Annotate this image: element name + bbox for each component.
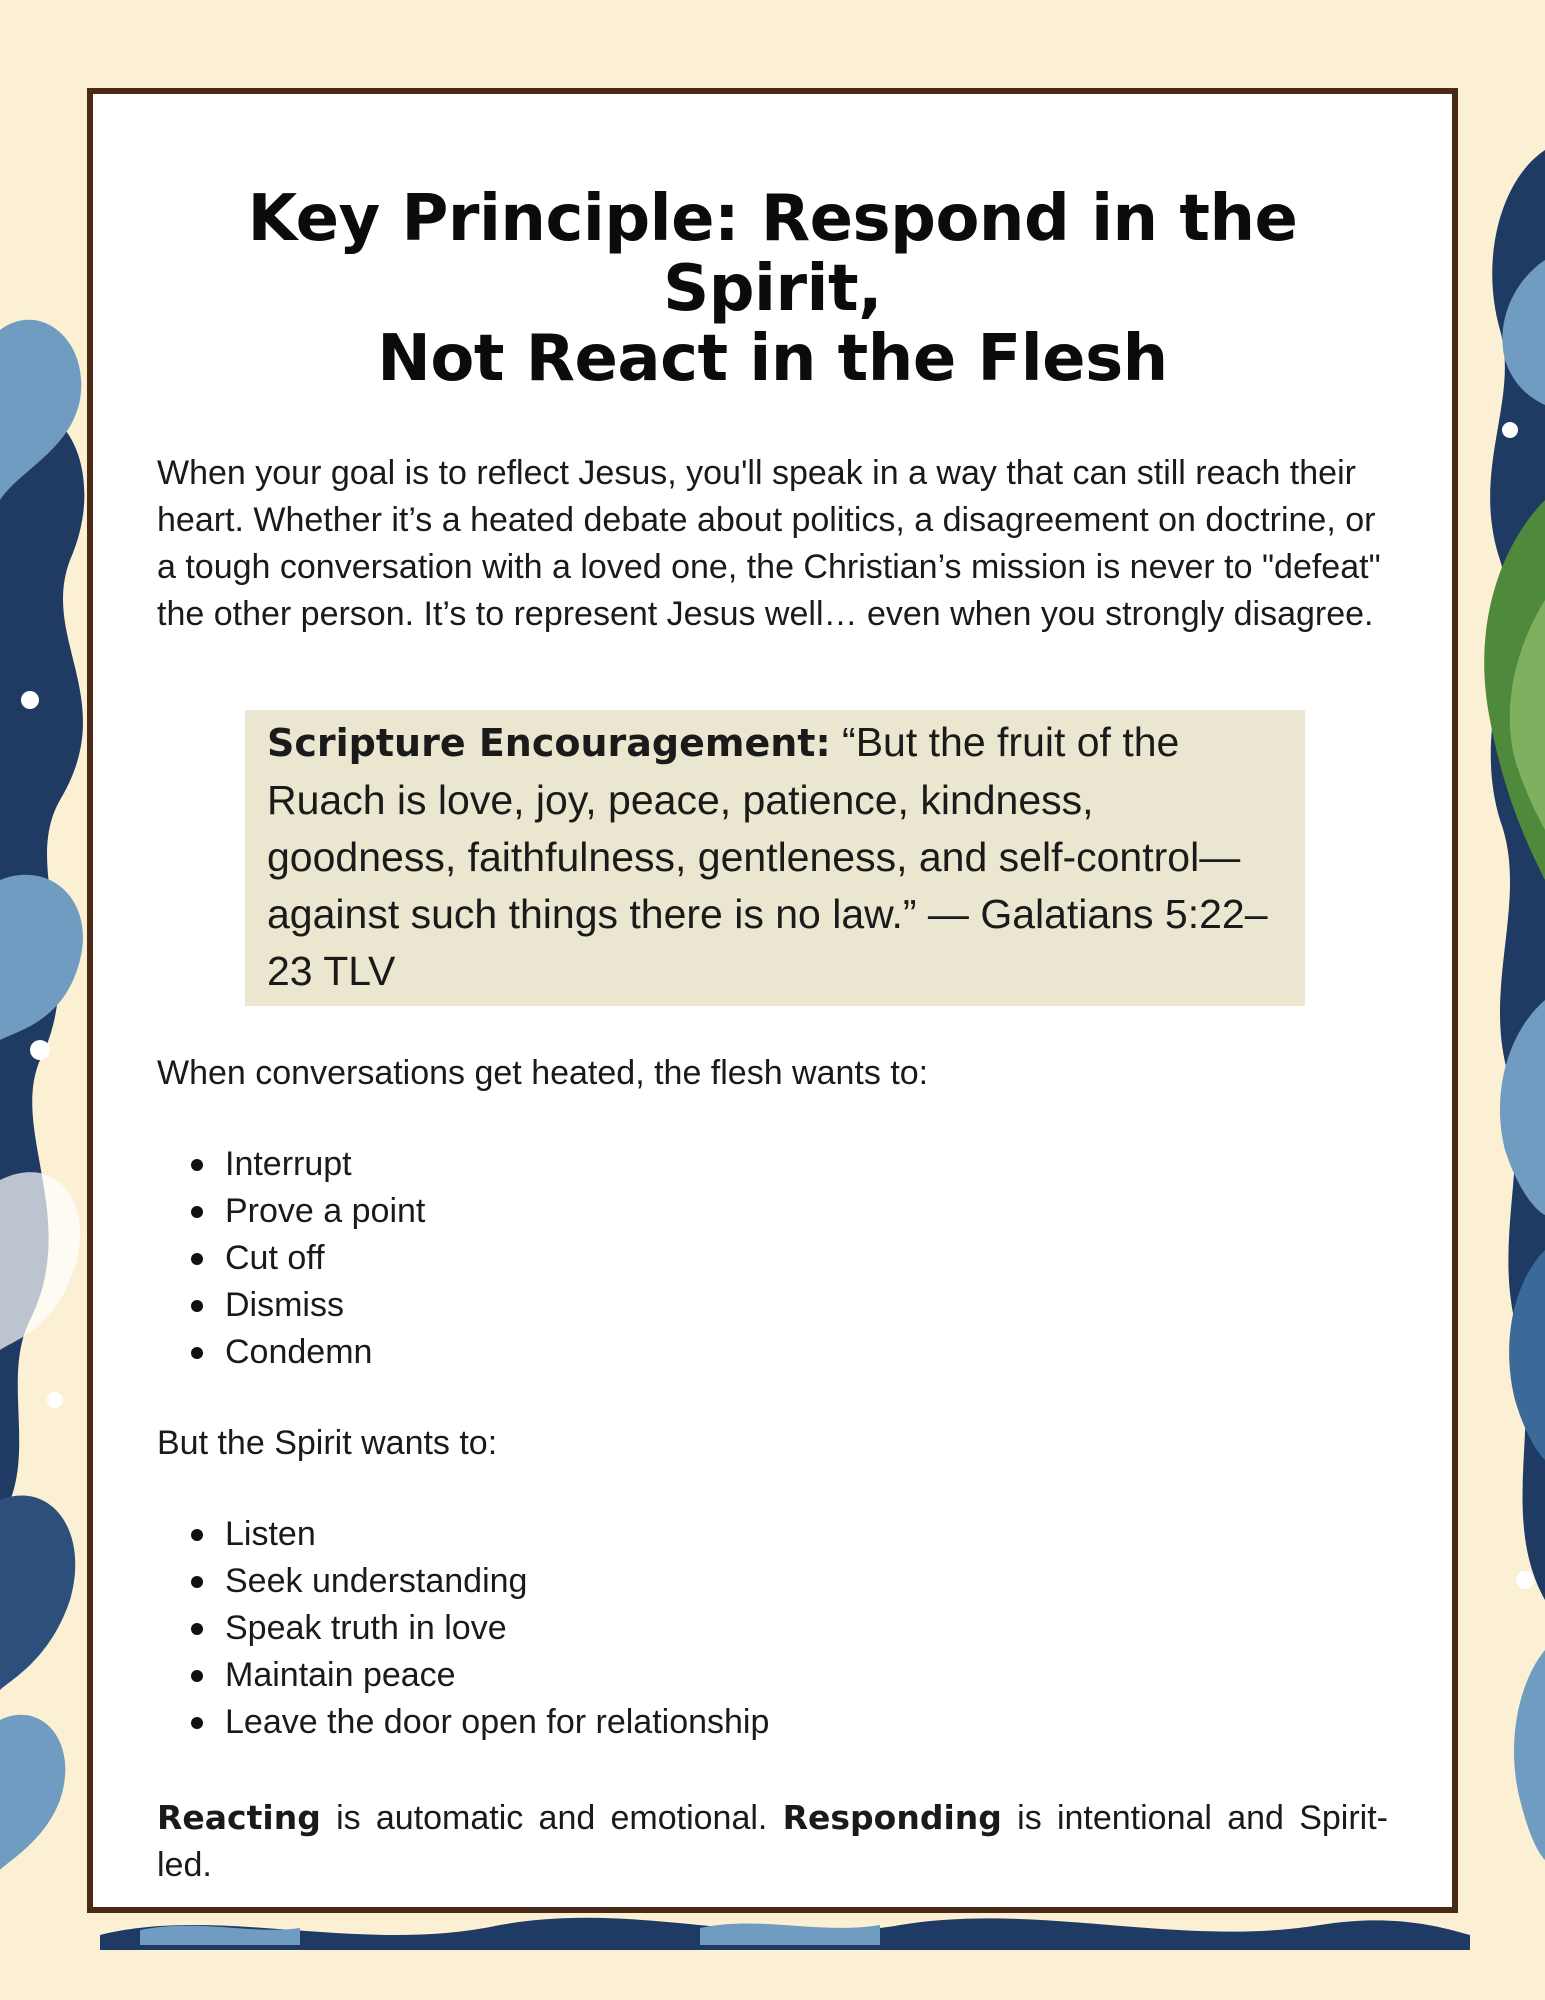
- page-title: [157, 184, 1388, 394]
- list-item: Speak truth in love: [225, 1605, 1388, 1652]
- title-line-2: Not React in the Flesh: [377, 322, 1168, 396]
- list-item: Leave the door open for relationship: [225, 1699, 1388, 1746]
- list-item: Condemn: [225, 1329, 1388, 1376]
- list-item: Prove a point: [225, 1188, 1388, 1235]
- flesh-lead: When conversations get heated, the flesh wants to:: [157, 1054, 929, 1092]
- list-item: Seek understanding: [225, 1558, 1388, 1605]
- spirit-lead: But the Spirit wants to:: [157, 1424, 498, 1462]
- list-item: Interrupt: [225, 1141, 1388, 1188]
- flesh-list: [225, 1141, 1388, 1376]
- scripture-label: Scripture Encouragement:: [267, 721, 831, 765]
- intro-paragraph: When your goal is to reflect Jesus, you'll speak in a way that can still reach their heart. Whether it’s a heated debate about politics, a disagreement on doctrine, or a tough conversation with a loved one, the Christian’s mission is never to "defeat" the other person. It’s to represent Jesus well… even when you strongly disagree.: [157, 454, 1381, 633]
- spirit-list: [225, 1511, 1388, 1746]
- list-item: Listen: [225, 1511, 1388, 1558]
- list-item: Cut off: [225, 1235, 1388, 1282]
- reacting-label: Reacting: [157, 1798, 321, 1837]
- content-card: [87, 88, 1458, 1913]
- list-item: Maintain peace: [225, 1652, 1388, 1699]
- scripture-text: “But the fruit of the Ruach is love, joy, peace, patience, kindness, goodness, faithfulness, gentleness, and self-control—against such things there is no law.” — Galatians 5:22–23 TLV: [267, 719, 1268, 994]
- closing-statement: [157, 1794, 1388, 1889]
- scripture-callout: [245, 710, 1305, 1006]
- title-line-1: Key Principle: Respond in the Spirit,: [247, 182, 1298, 326]
- list-item: Dismiss: [225, 1282, 1388, 1329]
- reacting-text: is automatic and emotional.: [320, 1799, 783, 1837]
- responding-text: is intentional and Spirit-led.: [157, 1799, 1388, 1884]
- responding-label: Responding: [782, 1798, 1002, 1837]
